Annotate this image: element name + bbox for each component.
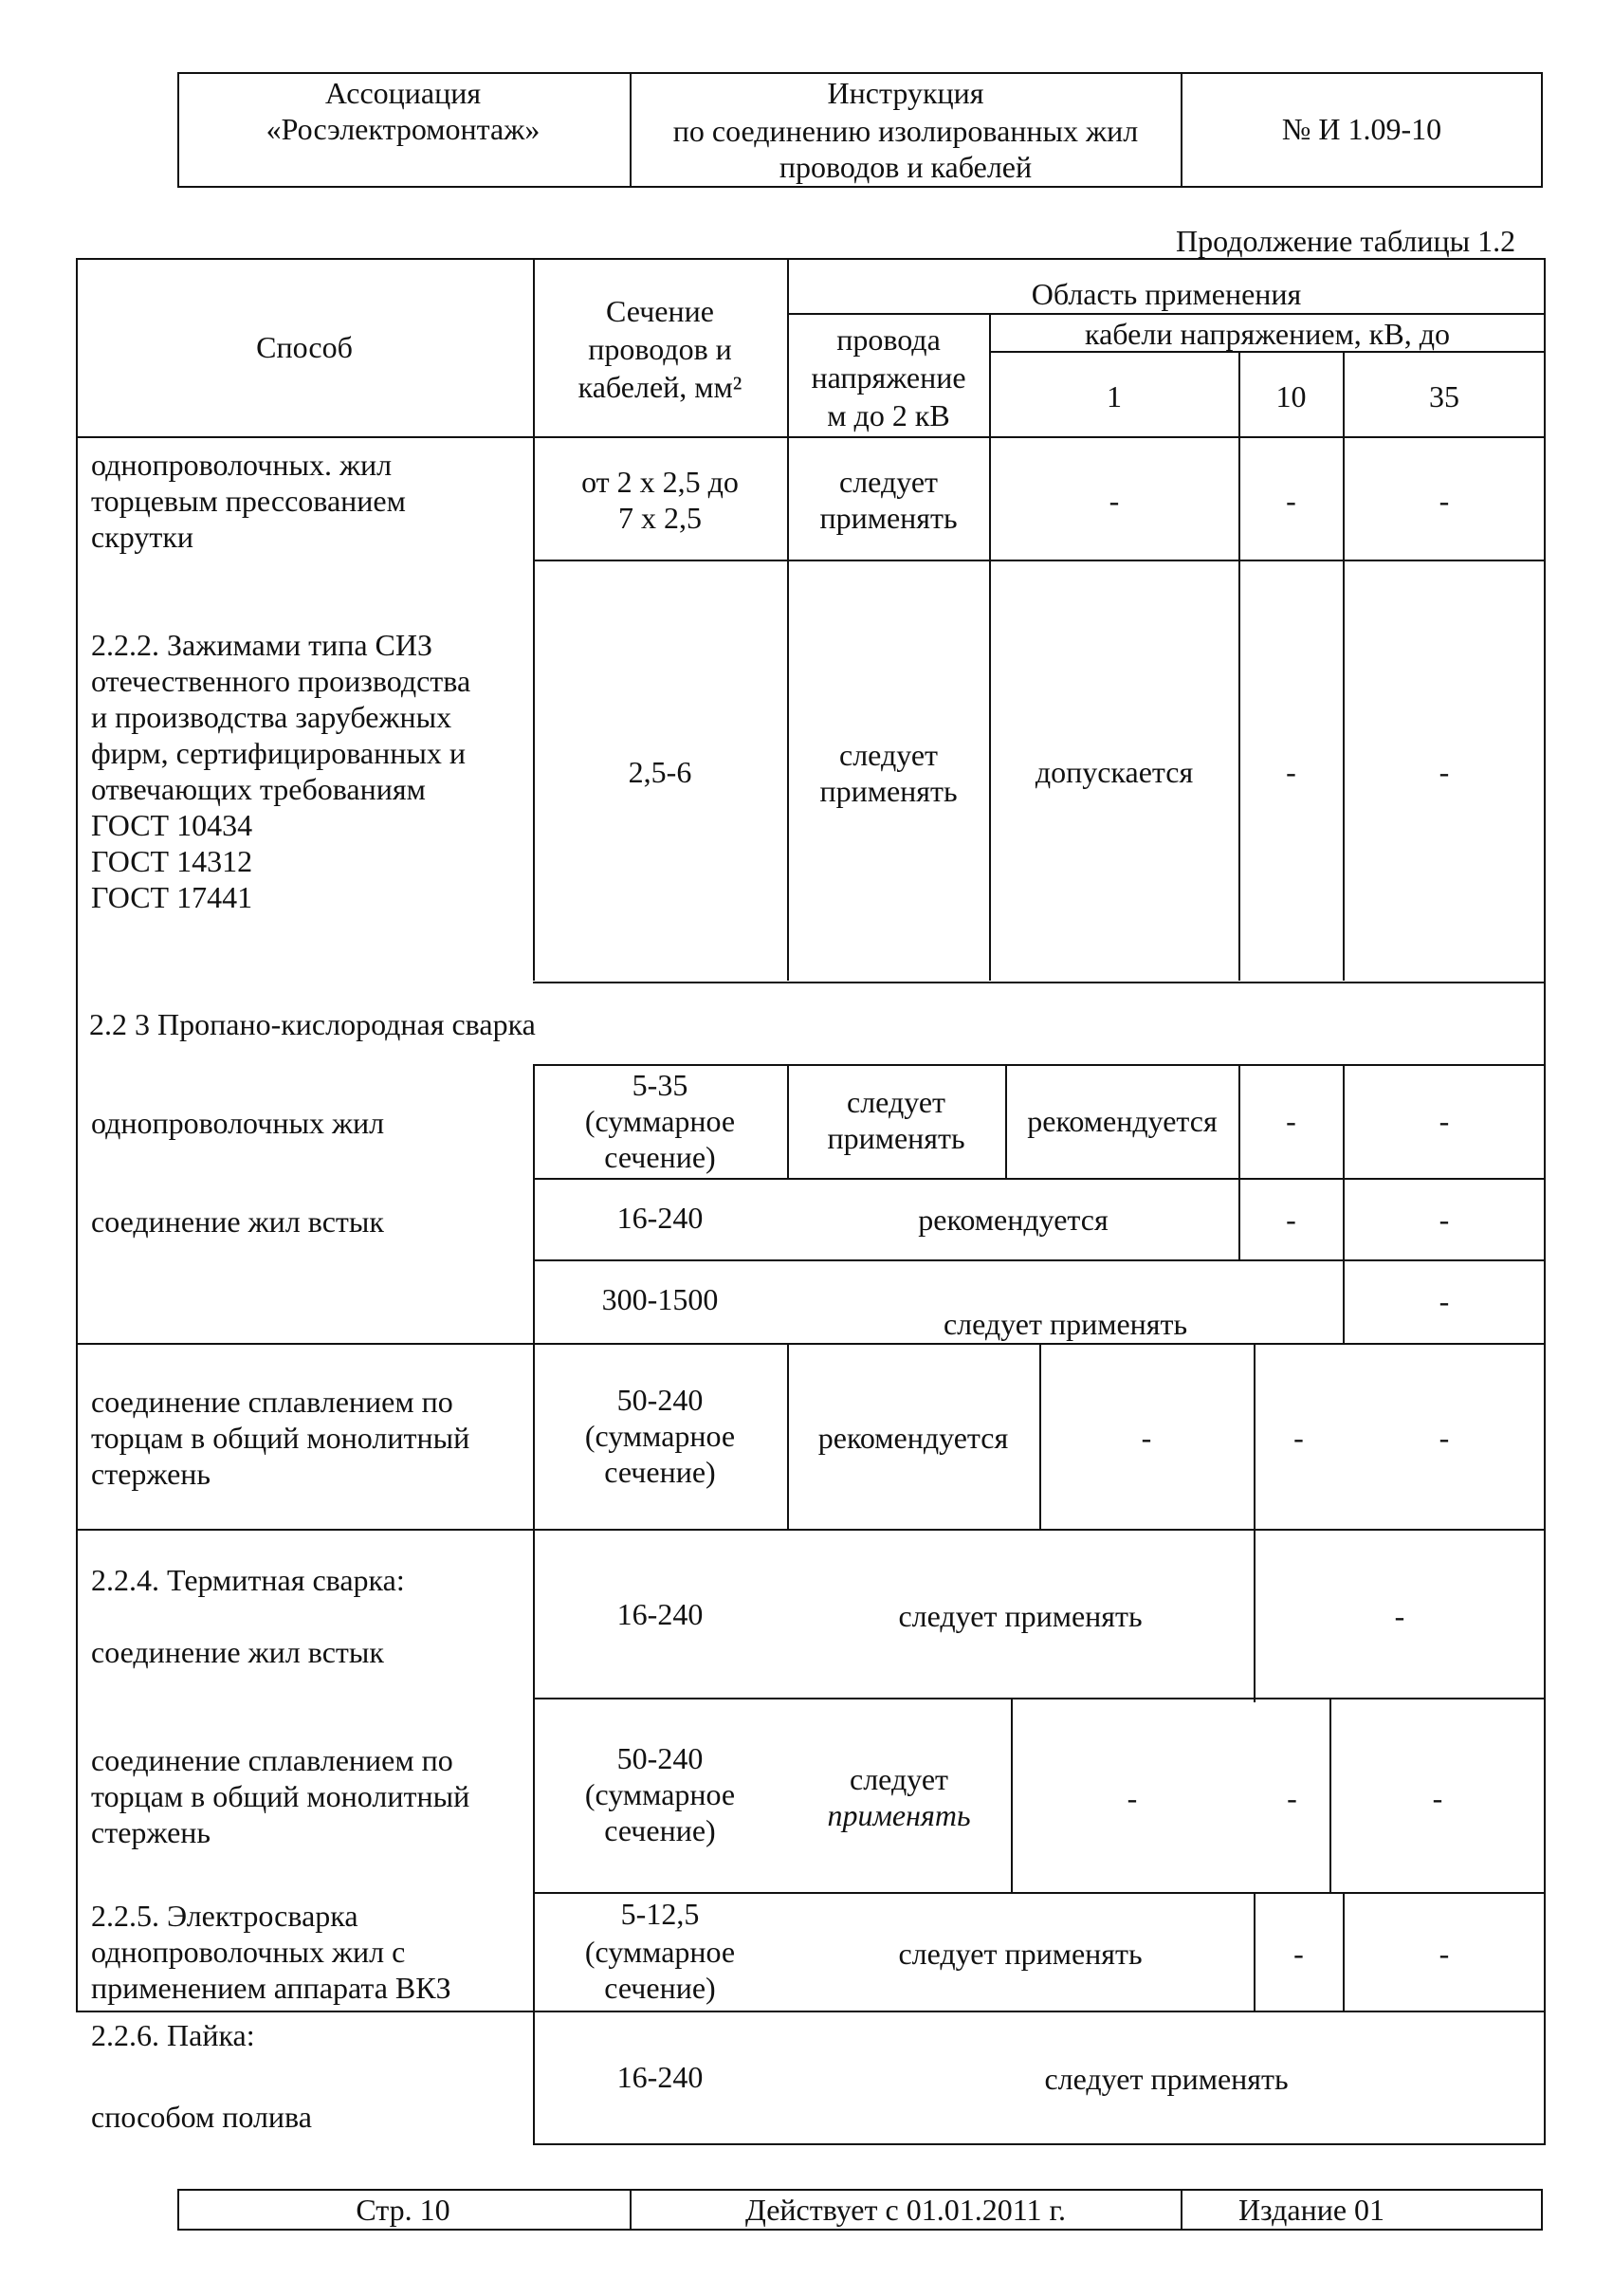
row-10-span: следует применять xyxy=(898,1937,1143,1971)
row-11-section: 16-240 xyxy=(616,2060,704,2094)
row-10-kv10: - xyxy=(1293,1937,1304,1971)
row-9-method-line2: торцам в общий монолитный xyxy=(91,1779,470,1813)
column-header-section-line3: кабелей, мм² xyxy=(577,370,742,404)
row-1-section-line2: 7 х 2,5 xyxy=(618,501,702,535)
row-2-method-line5: отвечающих требованиям xyxy=(91,772,426,806)
row-6-span: следует применять xyxy=(943,1307,1188,1341)
document-title-line2: по соединению изолированных жил xyxy=(672,114,1139,148)
row-8-kv-span: - xyxy=(1394,1599,1405,1633)
footer-page-number: Стр. 10 xyxy=(356,2193,450,2227)
row-5-kv10: - xyxy=(1286,1203,1296,1237)
row-1-kv10: - xyxy=(1286,484,1296,518)
row-2-kv1: допускается xyxy=(1035,755,1194,789)
row-2-method-line2: отечественного производства xyxy=(91,664,471,698)
row-2-method-line4: фирм, сертифицированных и xyxy=(91,736,466,770)
row-7-kv1: - xyxy=(1141,1421,1152,1455)
row-4-section-line1: 5-35 xyxy=(632,1068,688,1102)
row-5-kv35: - xyxy=(1439,1203,1450,1237)
row-10-section-line2: (суммарное xyxy=(584,1935,736,1969)
row-11-method-line1: 2.2.6. Пайка: xyxy=(91,2018,255,2052)
row-8-method-line2: соединение жил встык xyxy=(91,1635,384,1669)
row-4-section-line2: (суммарное xyxy=(584,1104,736,1138)
row-4-wires-line1: следует xyxy=(847,1085,945,1119)
row-2-method-line3: и производства зарубежных xyxy=(91,700,452,734)
row-9-wires-line1: следует xyxy=(850,1762,948,1796)
footer-edition: Издание 01 xyxy=(1237,2193,1385,2227)
row-6-section: 300-1500 xyxy=(601,1282,719,1316)
row-8-span: следует применять xyxy=(898,1599,1143,1633)
section-heading-propane-welding: 2.2 3 Пропано-кислородная сварка xyxy=(89,1007,536,1041)
footer-valid-from: Действует с 01.01.2011 г. xyxy=(744,2193,1067,2227)
row-10-method-line2: однопроволочных жил с xyxy=(91,1935,406,1969)
row-2-section: 2,5-6 xyxy=(628,755,692,789)
document-title-line1: Инструкция xyxy=(827,76,984,110)
row-7-wires: рекомендуется xyxy=(817,1421,1009,1455)
column-header-section-line2: проводов и xyxy=(588,332,732,366)
row-1-method-line2: торцевым прессованием xyxy=(91,484,406,518)
row-10-method-line1: 2.2.5. Электросварка xyxy=(91,1899,358,1933)
row-4-method: однопроволочных жил xyxy=(91,1106,385,1140)
row-7-kv10: - xyxy=(1293,1421,1304,1455)
row-7-section-line2: (суммарное xyxy=(584,1419,736,1453)
column-header-kv-10: 10 xyxy=(1275,379,1307,413)
column-header-area: Область применения xyxy=(1031,277,1302,311)
row-2-method-line1: 2.2.2. Зажимами типа СИЗ xyxy=(91,628,432,662)
organization-name-line1: Ассоциация xyxy=(324,76,482,110)
row-9-section-line2: (суммарное xyxy=(584,1777,736,1811)
row-9-section-line3: сечение) xyxy=(604,1813,716,1847)
row-2-method-line8: ГОСТ 17441 xyxy=(91,880,253,914)
row-9-method-line1: соединение сплавлением по xyxy=(91,1743,453,1777)
row-2-method-line6: ГОСТ 10434 xyxy=(91,808,253,842)
row-10-section-line3: сечение) xyxy=(604,1971,716,2005)
row-10-method-line3: применением аппарата ВКЗ xyxy=(91,1971,451,2005)
row-5-section: 16-240 xyxy=(616,1201,704,1235)
table-caption: Продолжение таблицы 1.2 xyxy=(1176,224,1516,258)
row-2-wires-line2: применять xyxy=(819,774,958,808)
row-8-section: 16-240 xyxy=(616,1597,704,1631)
column-header-wires-line2: напряжение xyxy=(811,360,966,395)
row-9-wires-line2: применять xyxy=(827,1798,971,1832)
row-9-method-line3: стержень xyxy=(91,1815,211,1849)
column-header-wires-line3: м до 2 кВ xyxy=(827,398,950,432)
document-number: № И 1.09-10 xyxy=(1281,112,1442,146)
column-header-kv-1: 1 xyxy=(1107,379,1122,413)
row-11-span: следует применять xyxy=(1044,2062,1289,2096)
row-9-kv35: - xyxy=(1432,1781,1443,1815)
row-4-kv10: - xyxy=(1286,1104,1296,1138)
row-2-wires-line1: следует xyxy=(839,738,938,772)
row-4-kv1: рекомендуется xyxy=(1027,1104,1218,1138)
row-7-method-line1: соединение сплавлением по xyxy=(91,1385,453,1419)
row-1-wires-line2: применять xyxy=(819,501,958,535)
column-header-method: Способ xyxy=(256,330,353,364)
row-1-section-line1: от 2 х 2,5 до xyxy=(581,465,739,499)
row-2-method-line7: ГОСТ 14312 xyxy=(91,844,253,878)
row-11-method-line2: способом полива xyxy=(91,2100,312,2134)
column-header-section-line1: Сечение xyxy=(606,294,714,328)
row-7-section-line1: 50-240 xyxy=(616,1383,704,1417)
row-10-kv35: - xyxy=(1439,1937,1450,1971)
row-9-section-line1: 50-240 xyxy=(616,1741,704,1775)
row-4-wires-line2: применять xyxy=(827,1121,965,1155)
row-1-kv35: - xyxy=(1439,484,1450,518)
row-1-wires-line1: следует xyxy=(839,465,938,499)
organization-name-line2: «Росэлектромонтаж» xyxy=(266,112,541,146)
row-7-section-line3: сечение) xyxy=(604,1455,716,1489)
row-2-kv35: - xyxy=(1439,755,1450,789)
column-header-cables: кабели напряжением, кВ, до xyxy=(1085,317,1450,351)
row-1-method-line3: скрутки xyxy=(91,520,193,554)
row-7-method-line2: торцам в общий монолитный xyxy=(91,1421,470,1455)
column-header-kv-35: 35 xyxy=(1429,379,1459,413)
row-1-method-line1: однопроволочных. жил xyxy=(91,448,393,482)
row-5-method: соединение жил встык xyxy=(91,1204,384,1239)
row-9-kv10: - xyxy=(1287,1781,1297,1815)
row-4-section-line3: сечение) xyxy=(604,1140,716,1174)
row-7-method-line3: стержень xyxy=(91,1457,211,1491)
document-title-line3: проводов и кабелей xyxy=(779,150,1033,184)
row-1-kv1: - xyxy=(1109,484,1120,518)
row-4-kv35: - xyxy=(1439,1104,1450,1138)
row-10-section-line1: 5-12,5 xyxy=(620,1897,700,1931)
row-5-span: рекомендуется xyxy=(918,1203,1109,1237)
row-9-kv1: - xyxy=(1127,1781,1138,1815)
row-7-kv35: - xyxy=(1439,1421,1450,1455)
row-6-kv35: - xyxy=(1439,1284,1450,1318)
row-2-kv10: - xyxy=(1286,755,1296,789)
column-header-wires-line1: провода xyxy=(836,322,941,357)
row-8-method-line1: 2.2.4. Термитная сварка: xyxy=(91,1563,405,1597)
